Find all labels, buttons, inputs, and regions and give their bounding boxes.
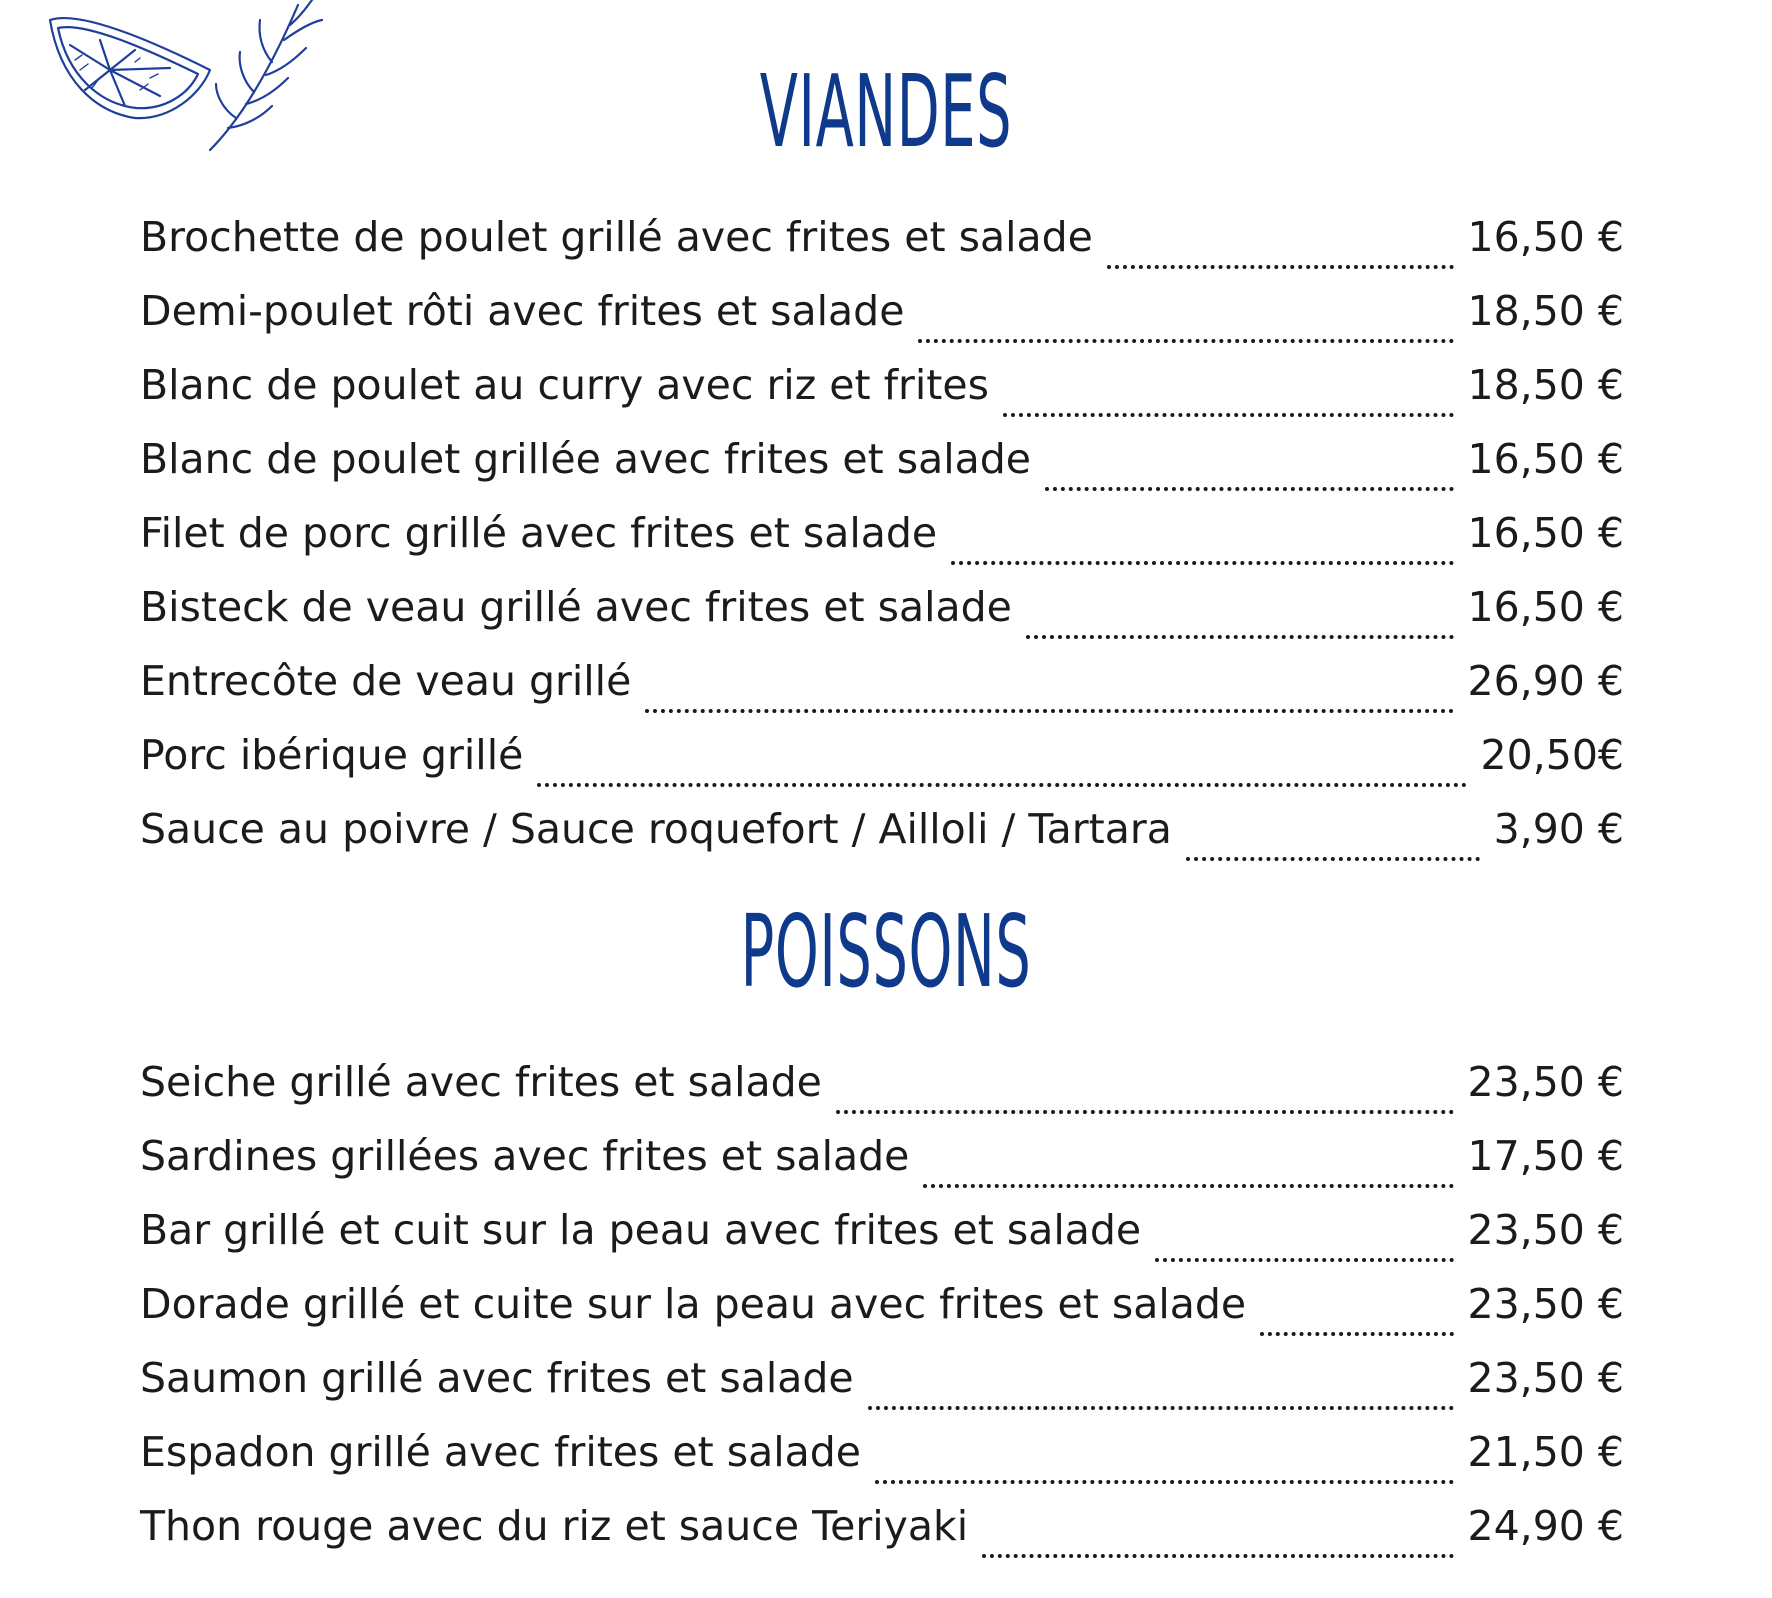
menu-item-price: 21,50 € (1467, 1428, 1624, 1476)
dot-leader (951, 555, 1453, 565)
menu-item-price: 18,50 € (1467, 287, 1624, 335)
menu-item-price: 23,50 € (1467, 1354, 1624, 1402)
dot-leader (1186, 851, 1480, 861)
menu-item (140, 435, 1624, 509)
menu-item (140, 1502, 1624, 1576)
menu-item-price: 16,50 € (1467, 213, 1624, 261)
menu-item-price: 16,50 € (1467, 509, 1624, 557)
menu-item (140, 1280, 1624, 1354)
dot-leader (875, 1474, 1453, 1484)
menu-item-name: Filet de porc grillé avec frites et salade (140, 509, 938, 557)
dot-leader (1026, 629, 1454, 639)
section-title-poissons: POISSONS (740, 893, 1032, 1010)
menu-item (140, 1354, 1624, 1428)
menu-item-name: Blanc de poulet grillée avec frites et salade (140, 435, 1031, 483)
dot-leader (836, 1104, 1454, 1114)
menu-item (140, 1206, 1624, 1280)
menu-item (140, 1428, 1624, 1502)
menu-item (140, 361, 1624, 435)
dot-leader (1003, 407, 1454, 417)
menu-item-price: 23,50 € (1467, 1280, 1624, 1328)
dot-leader (868, 1400, 1454, 1410)
menu-list-poissons (140, 1058, 1624, 1576)
menu-item (140, 657, 1624, 731)
menu-item-name: Entrecôte de veau grillé (140, 657, 632, 705)
menu-item-name: Espadon grillé avec frites et salade (140, 1428, 862, 1476)
dot-leader (918, 333, 1453, 343)
dot-leader (1155, 1252, 1453, 1262)
menu-item-name: Dorade grillé et cuite sur la peau avec frites et salade (140, 1280, 1247, 1328)
menu-item-name: Saumon grillé avec frites et salade (140, 1354, 854, 1402)
menu-item-name: Demi-poulet rôti avec frites et salade (140, 287, 905, 335)
menu-item (140, 509, 1624, 583)
menu-item-price: 16,50 € (1467, 583, 1624, 631)
menu-item (140, 213, 1624, 287)
menu-item (140, 1132, 1624, 1206)
menu-item (140, 731, 1624, 805)
menu-item-name: Bar grillé et cuit sur la peau avec frites et salade (140, 1206, 1142, 1254)
menu-item-price: 23,50 € (1467, 1206, 1624, 1254)
menu-item-price: 16,50 € (1467, 435, 1624, 483)
dot-leader (1107, 259, 1454, 269)
menu-item-price: 18,50 € (1467, 361, 1624, 409)
menu-item-name: Porc ibérique grillé (140, 731, 524, 779)
menu-item (140, 805, 1624, 879)
menu-item-name: Thon rouge avec du riz et sauce Teriyaki (140, 1502, 969, 1550)
menu-item (140, 287, 1624, 361)
menu-item (140, 583, 1624, 657)
menu-item-price: 24,90 € (1467, 1502, 1624, 1550)
menu-item-name: Sardines grillées avec frites et salade (140, 1132, 910, 1180)
dot-leader (982, 1548, 1453, 1558)
dot-leader (1045, 481, 1454, 491)
dot-leader (1260, 1326, 1453, 1336)
menu-item-name: Seiche grillé avec frites et salade (140, 1058, 822, 1106)
menu-item-price: 17,50 € (1467, 1132, 1624, 1180)
dot-leader (645, 703, 1453, 713)
dot-leader (923, 1178, 1453, 1188)
menu-list-viandes (140, 213, 1624, 879)
menu-item-price: 20,50€ (1480, 731, 1624, 779)
section-title-viandes: VIANDES (759, 53, 1013, 170)
dot-leader (537, 777, 1466, 787)
menu-item-price: 23,50 € (1467, 1058, 1624, 1106)
menu-item-name: Brochette de poulet grillé avec frites et salade (140, 213, 1093, 261)
menu-item (140, 1058, 1624, 1132)
menu-item-name: Blanc de poulet au curry avec riz et frites (140, 361, 989, 409)
menu-item-name: Sauce au poivre / Sauce roquefort / Ailloli / Tartara (140, 805, 1172, 853)
menu-item-price: 26,90 € (1467, 657, 1624, 705)
lemon-rosemary-icon (40, 0, 340, 170)
menu-item-price: 3,90 € (1493, 805, 1624, 853)
menu-item-name: Bisteck de veau grillé avec frites et salade (140, 583, 1012, 631)
